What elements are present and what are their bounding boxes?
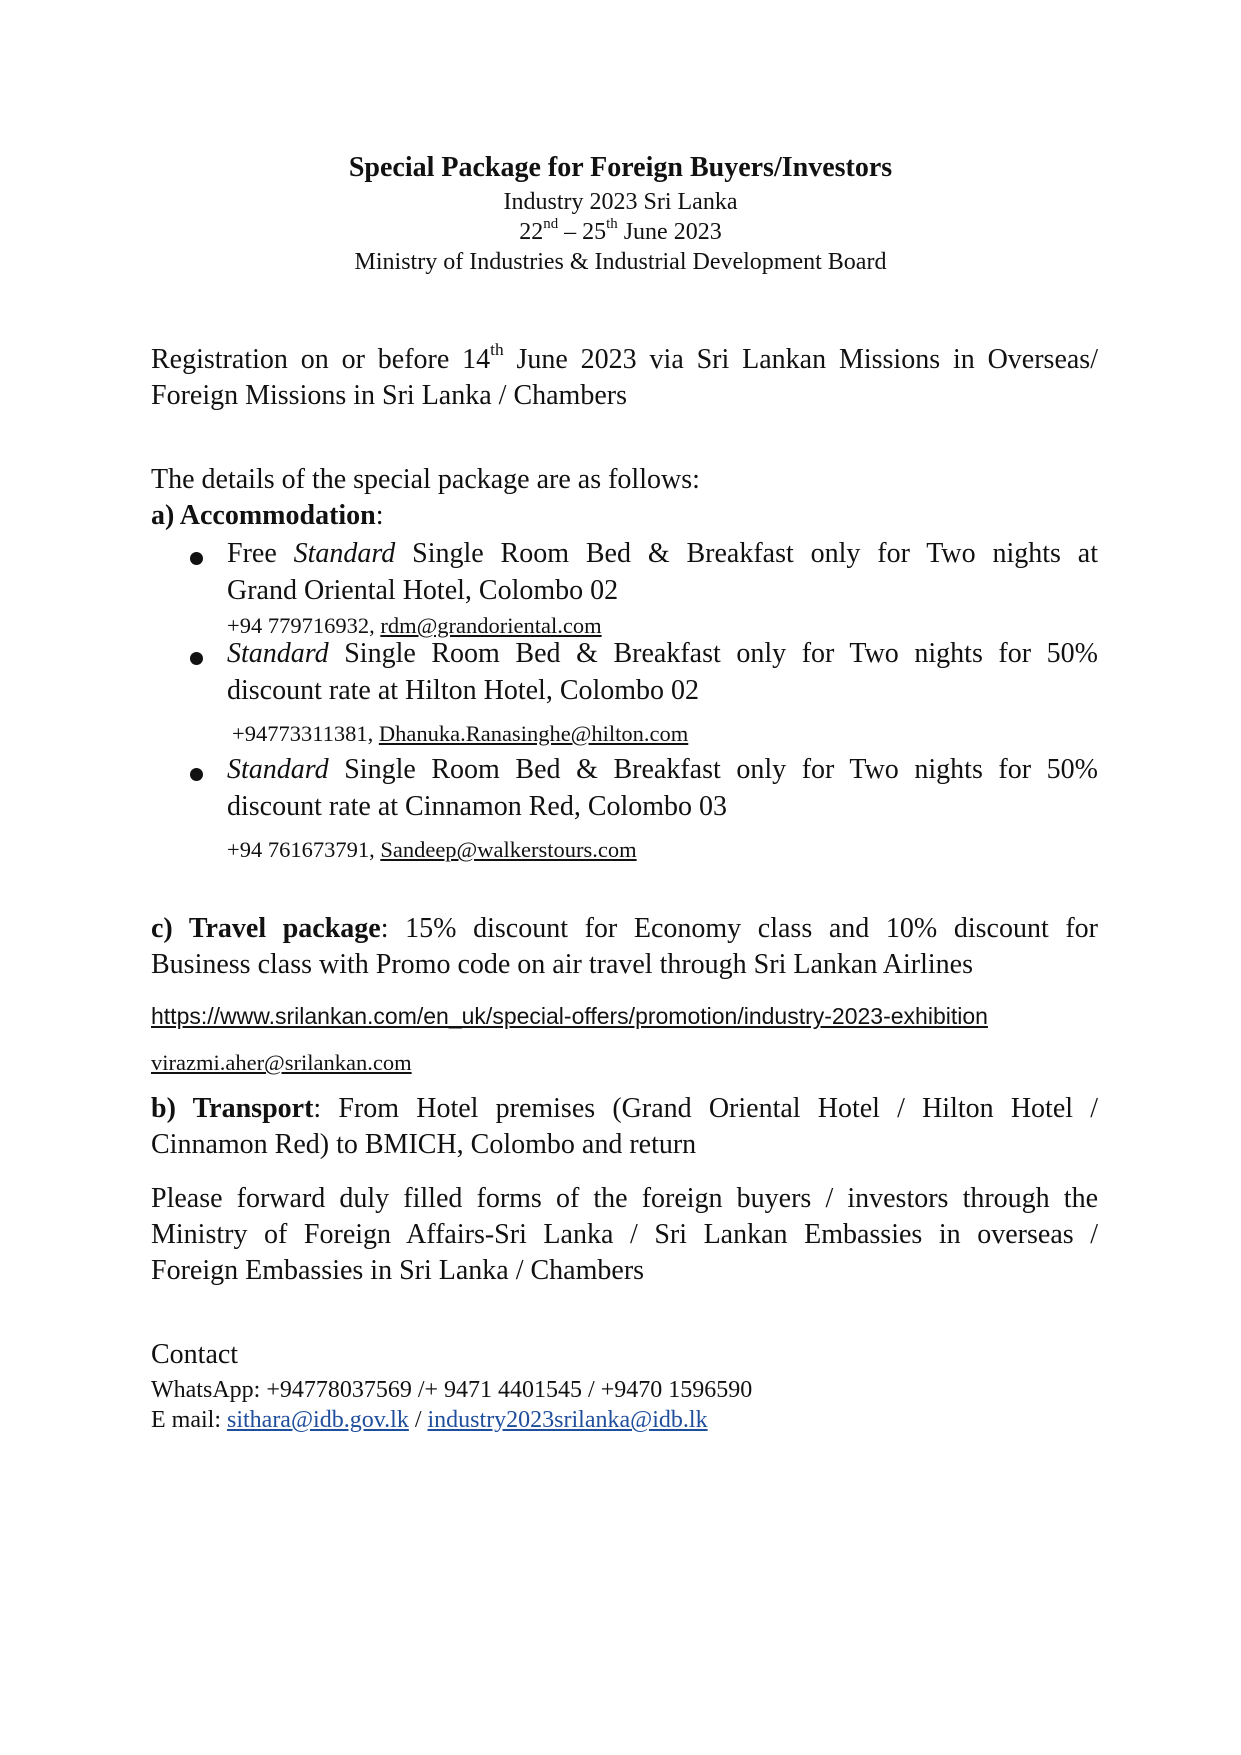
registration-line-2: Foreign Missions in Sri Lanka / Chambers xyxy=(151,380,627,411)
contact-email-link-2[interactable]: industry2023srilanka@idb.lk xyxy=(427,1407,708,1433)
contact-email-line: E mail: sithara@idb.gov.lk / industry2023srilanka@idb.lk xyxy=(151,1407,708,1433)
accommodation-item-1-line-1: Free Standard Single Room Bed & Breakfast only for Two nights at xyxy=(227,538,1098,569)
forward-line-1: Please forward duly filled forms of the foreign buyers / investors through the xyxy=(151,1183,1098,1214)
accommodation-item-2-line-1: Standard Single Room Bed & Breakfast only for Two nights for 50% xyxy=(227,638,1098,669)
transport-line-1: b) Transport: From Hotel premises (Grand Oriental Hotel / Hilton Hotel / xyxy=(151,1093,1098,1124)
accommodation-item-3-contact: +94 761673791, Sandeep@walkerstours.com xyxy=(227,837,637,862)
contact-email-link-1[interactable]: sithara@idb.gov.lk xyxy=(226,1407,409,1433)
document-title: Special Package for Foreign Buyers/Investors xyxy=(348,152,893,183)
accommodation-heading: a) Accommodation: xyxy=(151,500,384,531)
accommodation-item-1-line-2: Grand Oriental Hotel, Colombo 02 xyxy=(227,575,619,606)
event-dates: 22nd – 25th June 2023 xyxy=(519,215,722,245)
hotel-email-link[interactable]: Dhanuka.Ranasinghe@hilton.com xyxy=(378,721,689,746)
transport-line-2: Cinnamon Red) to BMICH, Colombo and return xyxy=(151,1129,697,1160)
travel-line-1: c) Travel package: 15% discount for Economy class and 10% discount for xyxy=(151,913,1099,944)
hotel-email-link[interactable]: rdm@grandoriental.com xyxy=(380,613,602,638)
event-name: Industry 2023 Sri Lanka xyxy=(503,189,738,215)
bullet-icon xyxy=(190,652,203,665)
contact-whatsapp: WhatsApp: +94778037569 /+ 9471 4401545 / +9470 1596590 xyxy=(151,1377,753,1403)
hotel-email-link[interactable]: Sandeep@walkerstours.com xyxy=(380,837,637,862)
bullet-icon xyxy=(190,768,203,781)
accommodation-item-2-line-2: discount rate at Hilton Hotel, Colombo 02 xyxy=(227,675,700,706)
bullet-icon xyxy=(190,552,203,565)
accommodation-item-3-line-1: Standard Single Room Bed & Breakfast only for Two nights for 50% xyxy=(227,754,1098,785)
forward-line-3: Foreign Embassies in Sri Lanka / Chambers xyxy=(151,1255,645,1286)
accommodation-item-1-contact: +94 779716932, rdm@grandoriental.com xyxy=(227,613,602,638)
details-intro: The details of the special package are as follows: xyxy=(151,464,700,495)
travel-line-2: Business class with Promo code on air travel through Sri Lankan Airlines xyxy=(151,949,973,980)
contact-heading: Contact xyxy=(151,1339,239,1370)
accommodation-item-2-contact: +94773311381, Dhanuka.Ranasinghe@hilton.com xyxy=(232,721,689,746)
srilankan-promo-link[interactable]: https://www.srilankan.com/en_uk/special-offers/promotion/industry-2023-exhibition xyxy=(151,1003,988,1029)
registration-line-1: Registration on or before 14th June 2023 via Sri Lankan Missions in Overseas/ xyxy=(151,340,1098,375)
organizer: Ministry of Industries & Industrial Development Board xyxy=(354,249,887,275)
forward-line-2: Ministry of Foreign Affairs-Sri Lanka / Sri Lankan Embassies in overseas / xyxy=(151,1219,1098,1250)
accommodation-item-3-line-2: discount rate at Cinnamon Red, Colombo 03 xyxy=(227,791,728,822)
srilankan-email-link[interactable]: virazmi.aher@srilankan.com xyxy=(151,1050,412,1075)
